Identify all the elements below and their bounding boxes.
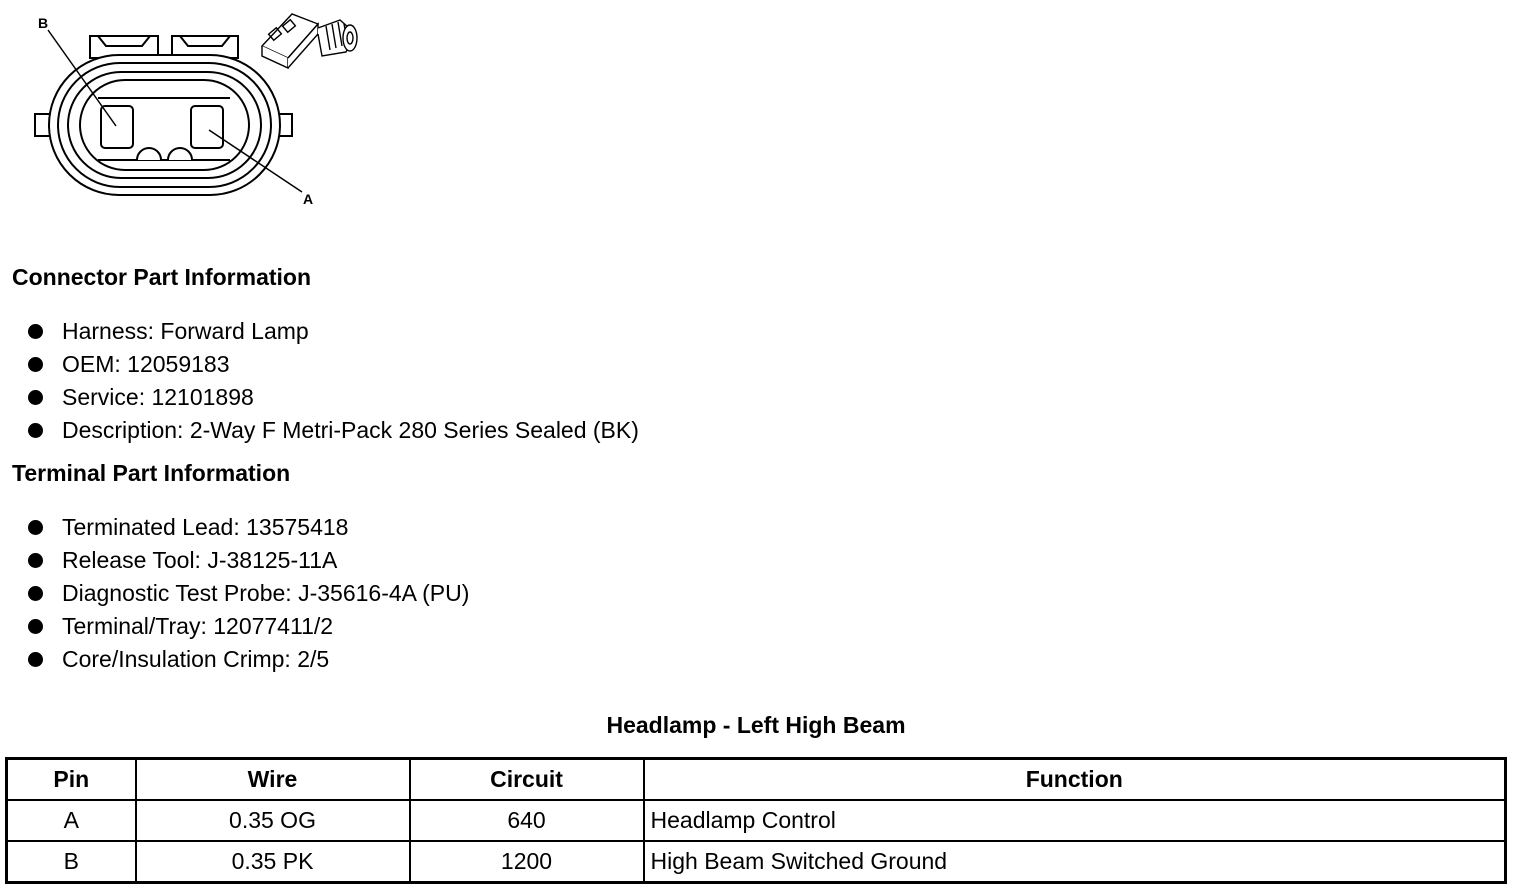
connector-info-list [28, 315, 639, 447]
bullet-icon [28, 390, 43, 405]
cell-wire: 0.35 OG [136, 800, 410, 841]
bullet-icon [28, 423, 43, 438]
connector-info-heading: Connector Part Information [12, 264, 312, 290]
pin-label-a: A [303, 191, 314, 207]
cavity-a [191, 106, 223, 148]
column-header-pin: Pin [7, 759, 136, 801]
list-item: Diagnostic Test Probe: J-35616-4A (PU) [28, 577, 469, 610]
cell-pin: B [7, 841, 136, 883]
table-header-row [7, 759, 1506, 801]
bullet-icon [28, 586, 43, 601]
bullet-icon [28, 324, 43, 339]
terminal-info-list [28, 511, 469, 676]
list-item: Terminal/Tray: 12077411/2 [28, 610, 469, 643]
cell-pin: A [7, 800, 136, 841]
connector-housing [49, 55, 280, 195]
list-item: OEM: 12059183 [28, 348, 639, 381]
column-header-circuit: Circuit [410, 759, 644, 801]
list-item: Harness: Forward Lamp [28, 315, 639, 348]
pinout-table [5, 757, 1507, 884]
bullet-icon [28, 553, 43, 568]
column-header-function: Function [644, 759, 1506, 801]
list-item: Terminated Lead: 13575418 [28, 511, 469, 544]
table-title: Headlamp - Left High Beam [606, 712, 906, 738]
connector-thumbnail-icon [262, 14, 357, 68]
cell-function: High Beam Switched Ground [644, 841, 1506, 883]
list-item: Core/Insulation Crimp: 2/5 [28, 643, 469, 676]
list-item: Service: 12101898 [28, 381, 639, 414]
table-row [7, 841, 1506, 883]
cell-wire: 0.35 PK [136, 841, 410, 883]
bullet-icon [28, 652, 43, 667]
connector-face-diagram [0, 0, 380, 220]
terminal-info-heading: Terminal Part Information [12, 460, 291, 486]
bullet-icon [28, 520, 43, 535]
list-item: Release Tool: J-38125-11A [28, 544, 469, 577]
bullet-icon [28, 619, 43, 634]
bullet-icon [28, 357, 43, 372]
cell-circuit: 640 [410, 800, 644, 841]
column-header-wire: Wire [136, 759, 410, 801]
cell-function: Headlamp Control [644, 800, 1506, 841]
cell-circuit: 1200 [410, 841, 644, 883]
table-row [7, 800, 1506, 841]
pin-label-b: B [38, 15, 49, 31]
list-item: Description: 2-Way F Metri-Pack 280 Series Sealed (BK) [28, 414, 639, 447]
